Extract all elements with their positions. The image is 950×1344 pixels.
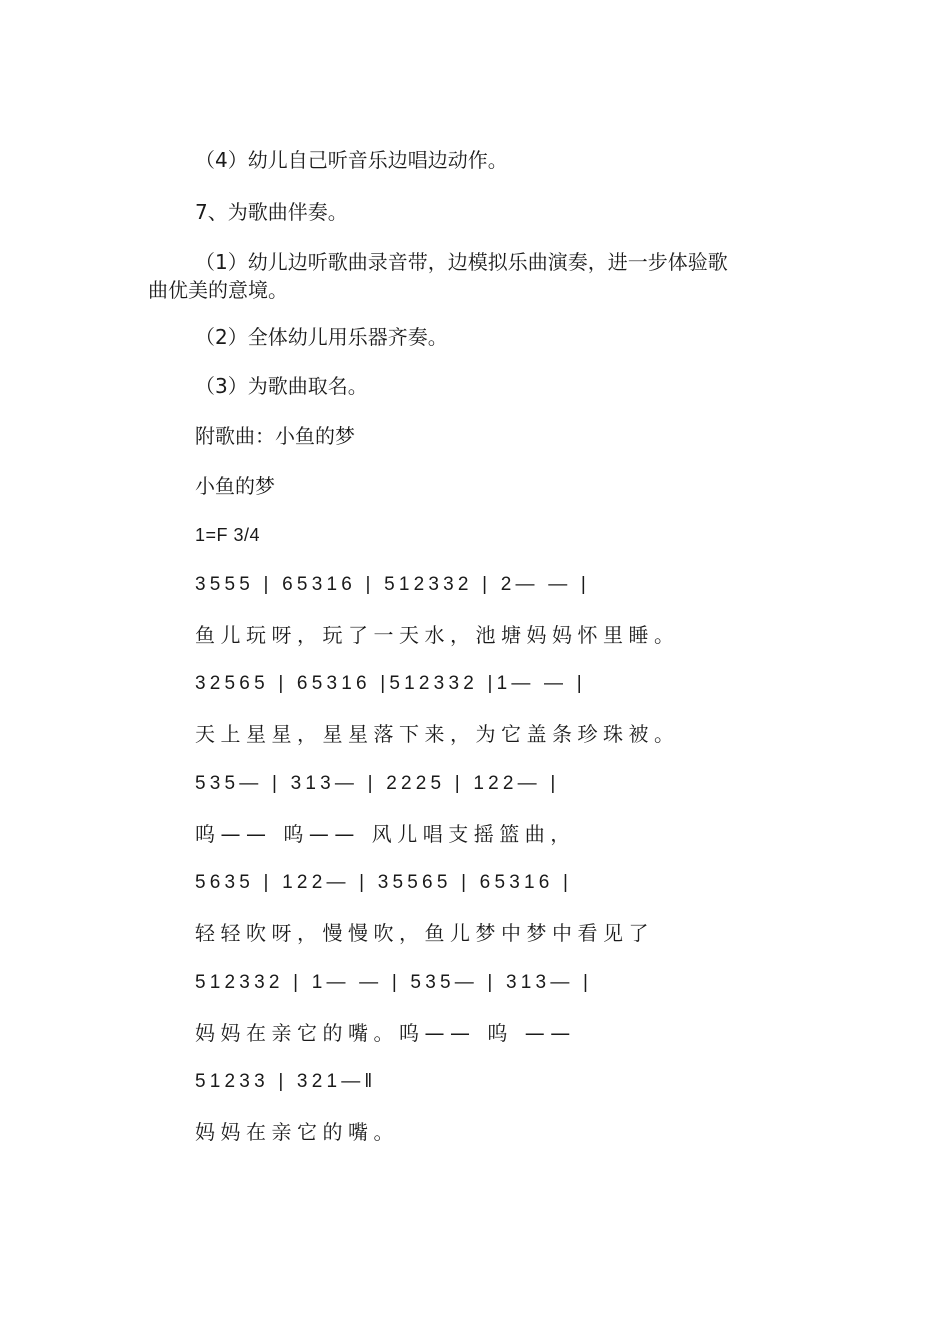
lyric-line: 天上星星，星星落下来，为它盖条珍珠被。 <box>195 722 680 746</box>
step7-sub2-text: （2）全体幼儿用乐器齐奏。 <box>195 325 448 349</box>
step7-heading: 7、为歌曲伴奏。 <box>195 200 348 224</box>
notation-line: 32565 | 65316 |512332 |1— — | <box>195 673 586 694</box>
step7-sub1-line1: （1）幼儿边听歌曲录音带，边模拟乐曲演奏，进一步体验歌 <box>195 250 728 274</box>
step7-sub1-line2: 曲优美的意境。 <box>148 278 288 302</box>
step4-sub4-text: （4）幼儿自己听音乐边唱边动作。 <box>195 148 508 172</box>
notation-line: 535— | 313— | 2225 | 122— | <box>195 773 560 794</box>
song-key-signature: 1=F 3/4 <box>195 525 261 545</box>
notation-line: 3555 | 65316 | 512332 | 2— — | <box>195 574 591 595</box>
lyric-line: 呜—— 呜—— 风儿唱支摇篮曲， <box>195 822 576 846</box>
song-appendix-label: 附歌曲：小鱼的梦 <box>195 424 355 448</box>
notation-line: 51233 | 321—‖ <box>195 1071 377 1092</box>
step7-sub3-text: （3）为歌曲取名。 <box>195 374 368 398</box>
song-title: 小鱼的梦 <box>195 474 275 498</box>
notation-line: 5635 | 122— | 35565 | 65316 | <box>195 872 573 893</box>
lyric-line: 妈妈在亲它的嘴。呜—— 呜 —— <box>195 1021 576 1045</box>
lyric-line: 轻轻吹呀，慢慢吹，鱼儿梦中梦中看见了 <box>195 921 654 945</box>
lyric-line: 妈妈在亲它的嘴。 <box>195 1120 399 1144</box>
notation-line: 512332 | 1— — | 535— | 313— | <box>195 972 593 993</box>
lyric-line: 鱼儿玩呀，玩了一天水，池塘妈妈怀里睡。 <box>195 623 680 647</box>
